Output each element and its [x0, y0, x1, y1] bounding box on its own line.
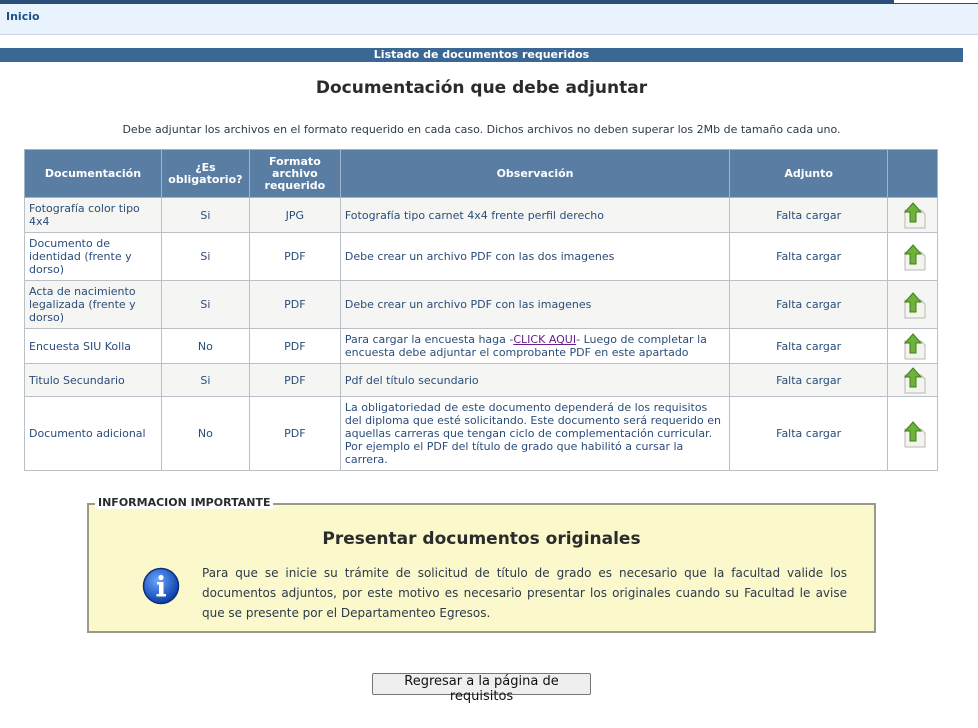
- doc-status: Falta cargar: [730, 329, 888, 364]
- doc-observation: Fotografía tipo carnet 4x4 frente perfil derecho: [340, 198, 729, 233]
- table-row: [25, 329, 938, 364]
- intro-text: Debe adjuntar los archivos en el formato requerido en cada caso. Dichos archivos no deben superar los 2Mb de tamaño cada uno.: [122, 123, 841, 136]
- table-header-row: [25, 150, 938, 198]
- doc-name: Documento de identidad (frente y dorso): [25, 233, 162, 281]
- doc-format: PDF: [249, 233, 340, 281]
- upload-arrow-icon[interactable]: [900, 243, 926, 271]
- page-title: Documentación que debe adjuntar: [315, 78, 648, 98]
- upload-cell: [888, 397, 938, 471]
- upload-arrow-icon[interactable]: [900, 366, 926, 394]
- doc-format: PDF: [249, 281, 340, 329]
- doc-format: PDF: [249, 329, 340, 364]
- upload-arrow-icon[interactable]: [900, 201, 926, 229]
- doc-required: No: [161, 329, 249, 364]
- doc-format: PDF: [249, 364, 340, 397]
- important-info-box: [87, 496, 876, 633]
- doc-name: Encuesta SIU Kolla: [25, 329, 162, 364]
- nav-home-link[interactable]: Inicio: [6, 10, 40, 23]
- doc-required: Si: [161, 364, 249, 397]
- info-box-title: Presentar documentos originales: [322, 529, 641, 549]
- header-adjunto: Adjunto: [730, 150, 888, 198]
- upload-arrow-icon[interactable]: [900, 332, 926, 360]
- click-aqui-link[interactable]: CLICK AQUI: [513, 333, 577, 346]
- doc-name: Acta de nacimiento legalizada (frente y dorso): [25, 281, 162, 329]
- upload-cell: [888, 329, 938, 364]
- info-icon: [142, 567, 180, 605]
- table-row: [25, 198, 938, 233]
- doc-observation: Pdf del título secundario: [340, 364, 729, 397]
- doc-status: Falta cargar: [730, 198, 888, 233]
- upload-arrow-icon[interactable]: [900, 420, 926, 448]
- back-to-requirements-button[interactable]: Regresar a la página de requisitos: [372, 673, 591, 695]
- doc-name: Titulo Secundario: [25, 364, 162, 397]
- top-navbar: [0, 4, 978, 35]
- header-documentacion: Documentación: [25, 150, 162, 198]
- doc-format: PDF: [249, 397, 340, 471]
- doc-status: Falta cargar: [730, 233, 888, 281]
- doc-observation: La obligatoriedad de este documento dependerá de los requisitos del diploma que esté solicitando. Este documento será requerido en aquellas carreras que tengan ciclo de complementación curricular. Por ejemplo el PDF del título de grado que habilitó a cursar la carrera.: [340, 397, 729, 471]
- info-box-text: Para que se inicie su trámite de solicitud de título de grado es necesario que la facultad valide los documentos adjuntos, por este motivo es necesario presentar los originales cuando su Facultad le avise que se presente por el Departamenteo Egresos.: [202, 566, 847, 620]
- table-row: [25, 397, 938, 471]
- doc-status: Falta cargar: [730, 397, 888, 471]
- upload-cell: [888, 364, 938, 397]
- header-obligatorio: ¿Es obligatorio?: [161, 150, 249, 198]
- header-formato: Formato archivo requerido: [249, 150, 340, 198]
- observation-text-pre: Para cargar la encuesta haga -: [344, 333, 514, 346]
- doc-observation: [340, 329, 729, 364]
- documents-table: [24, 149, 938, 471]
- doc-name: Fotografía color tipo 4x4: [25, 198, 162, 233]
- doc-required: Si: [161, 233, 249, 281]
- top-stripe-gap: [894, 0, 978, 3]
- doc-format: JPG: [249, 198, 340, 233]
- info-box-legend: INFORMACION IMPORTANTE: [95, 496, 273, 509]
- doc-status: Falta cargar: [730, 364, 888, 397]
- header-observacion: Observación: [340, 150, 729, 198]
- upload-cell: [888, 198, 938, 233]
- table-row: [25, 281, 938, 329]
- doc-required: Si: [161, 281, 249, 329]
- table-row: [25, 233, 938, 281]
- table-row: [25, 364, 938, 397]
- doc-required: No: [161, 397, 249, 471]
- doc-observation: Debe crear un archivo PDF con las dos imagenes: [340, 233, 729, 281]
- upload-cell: [888, 281, 938, 329]
- upload-cell: [888, 233, 938, 281]
- header-upload: [888, 150, 938, 198]
- doc-name: Documento adicional: [25, 397, 162, 471]
- upload-arrow-icon[interactable]: [900, 291, 926, 319]
- observation-text-post: - Luego de completar la encuesta debe adjuntar el comprobante PDF en este apartado: [344, 333, 707, 359]
- doc-status: Falta cargar: [730, 281, 888, 329]
- doc-observation: Debe crear un archivo PDF con las imagenes: [340, 281, 729, 329]
- doc-required: Si: [161, 198, 249, 233]
- section-header-bar: Listado de documentos requeridos: [0, 48, 963, 62]
